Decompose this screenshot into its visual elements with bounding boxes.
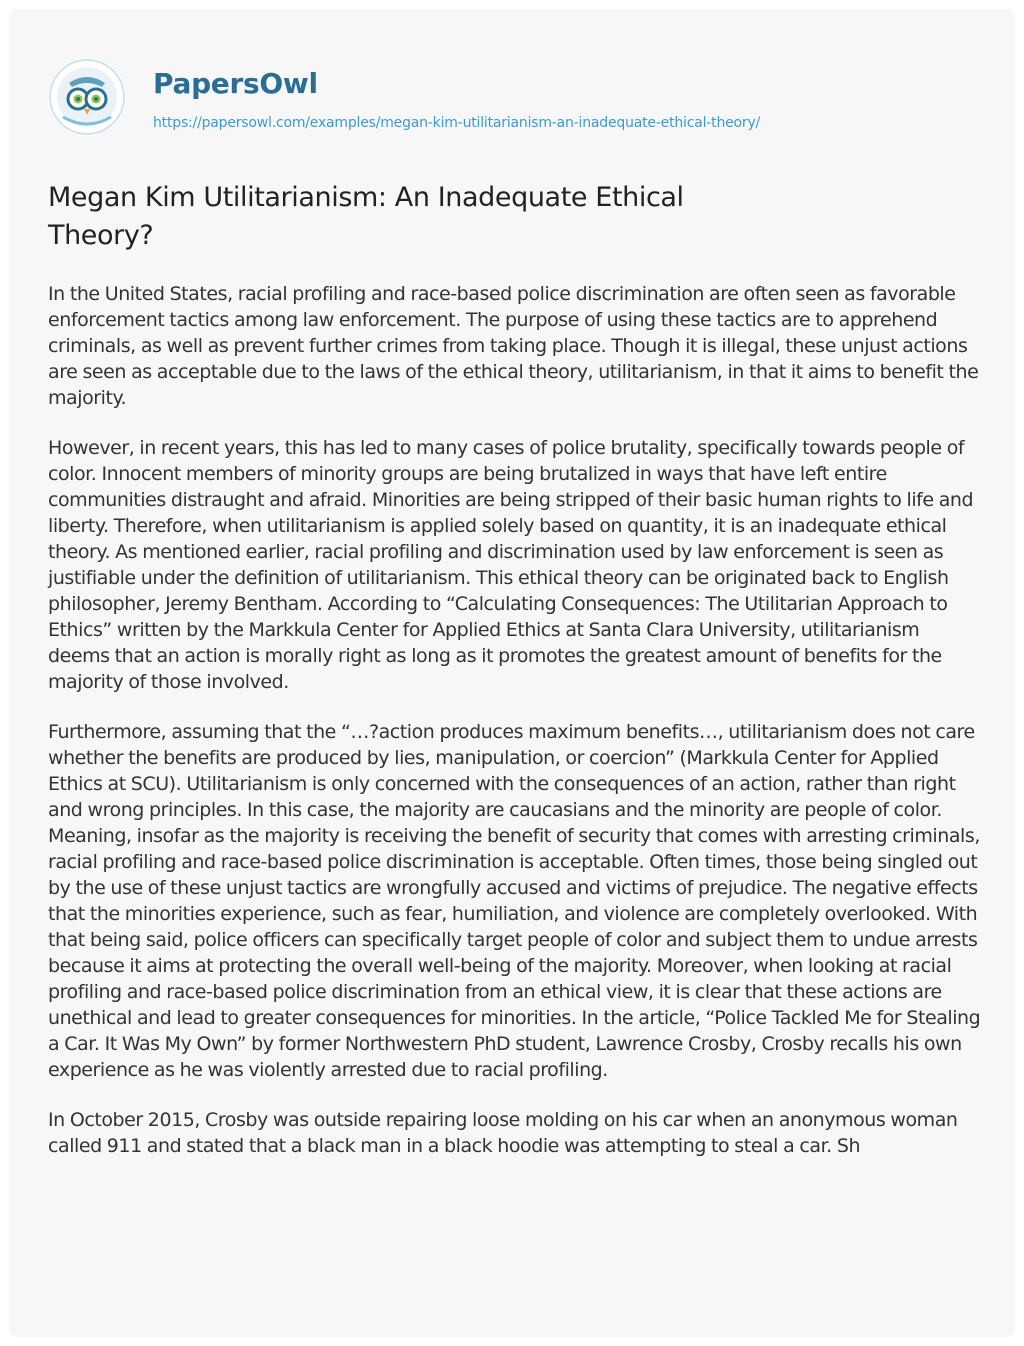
brand-name[interactable]: PapersOwl <box>153 67 318 100</box>
article-paragraph: Furthermore, assuming that the “…?action produces maximum benefits…, utilitarianism does not care whether the benefits are produced by lies, manipulation, or coercion” (Markkula Center for Applied Ethics at SCU). Utilitarianism is only concerned with the consequences of an action, rather than right and wrong principles. In this case, the majority are caucasians and the minority are people of color. Meaning, insofar as the majority is receiving the benefit of security that comes with arresting criminals, racial profiling and race-based police discrimination is acceptable. Often times, those being singled out by the use of these unjust tactics are wrongfully accused and victims of prejudice. The negative effects that the minorities experience, such as fear, humiliation, and violence are completely overlooked. With that being said, police officers can specifically target people of color and subject them to undue arrests because it aims at protecting the overall well-being of the majority. Moreover, when looking at racial profiling and race-based police discrimination from an ethical view, it is clear that these actions are unethical and lead to greater consequences for minorities. In the article, “Police Tackled Me for Stealing a Car. It Was My Own” by former Northwestern PhD student, Lawrence Crosby, Crosby recalls his own experience as he was violently arrested due to racial profiling. <box>48 721 981 1081</box>
source-url-link[interactable]: https://papersowl.com/examples/megan-kim-utilitarianism-an-inadequate-ethical-theory/ <box>153 115 761 131</box>
site-header <box>47 57 1007 137</box>
article-title: Megan Kim Utilitarianism: An Inadequate Ethical Theory? <box>48 182 684 251</box>
article-paragraph: In the United States, racial profiling and race-based police discrimination are often seen as favorable enforcement tactics among law enforcement. The purpose of using these tactics are to apprehend criminals, as well as prevent further crimes from taking place. Though it is illegal, these unjust actions are seen as acceptable due to the laws of the ethical theory, utilitarianism, in that it aims to benefit the majority. <box>48 283 979 409</box>
article-body <box>48 281 983 1183</box>
article-paragraph: In October 2015, Crosby was outside repairing loose molding on his car when an anonymous woman called 911 and stated that a black man in a black hoodie was attempting to steal a car. Sh <box>48 1109 958 1157</box>
document-card <box>9 9 1015 1337</box>
owl-logo-icon <box>47 57 127 137</box>
article-paragraph: However, in recent years, this has led to many cases of police brutality, specifically towards people of color. Innocent members of minority groups are being brutalized in ways that have left entire communities distraught and afraid. Minorities are being stripped of their basic human rights to life and liberty. Therefore, when utilitarianism is applied solely based on quantity, it is an inadequate ethical theory. As mentioned earlier, racial profiling and discrimination used by law enforcement is seen as justifiable under the definition of utilitarianism. This ethical theory can be originated back to English philosopher, Jeremy Bentham. According to “Calculating Consequences: The Utilitarian Approach to Ethics” written by the Markkula Center for Applied Ethics at Santa Clara University, utilitarianism deems that an action is morally right as long as it promotes the greatest amount of benefits for the majority of those involved. <box>48 437 974 693</box>
